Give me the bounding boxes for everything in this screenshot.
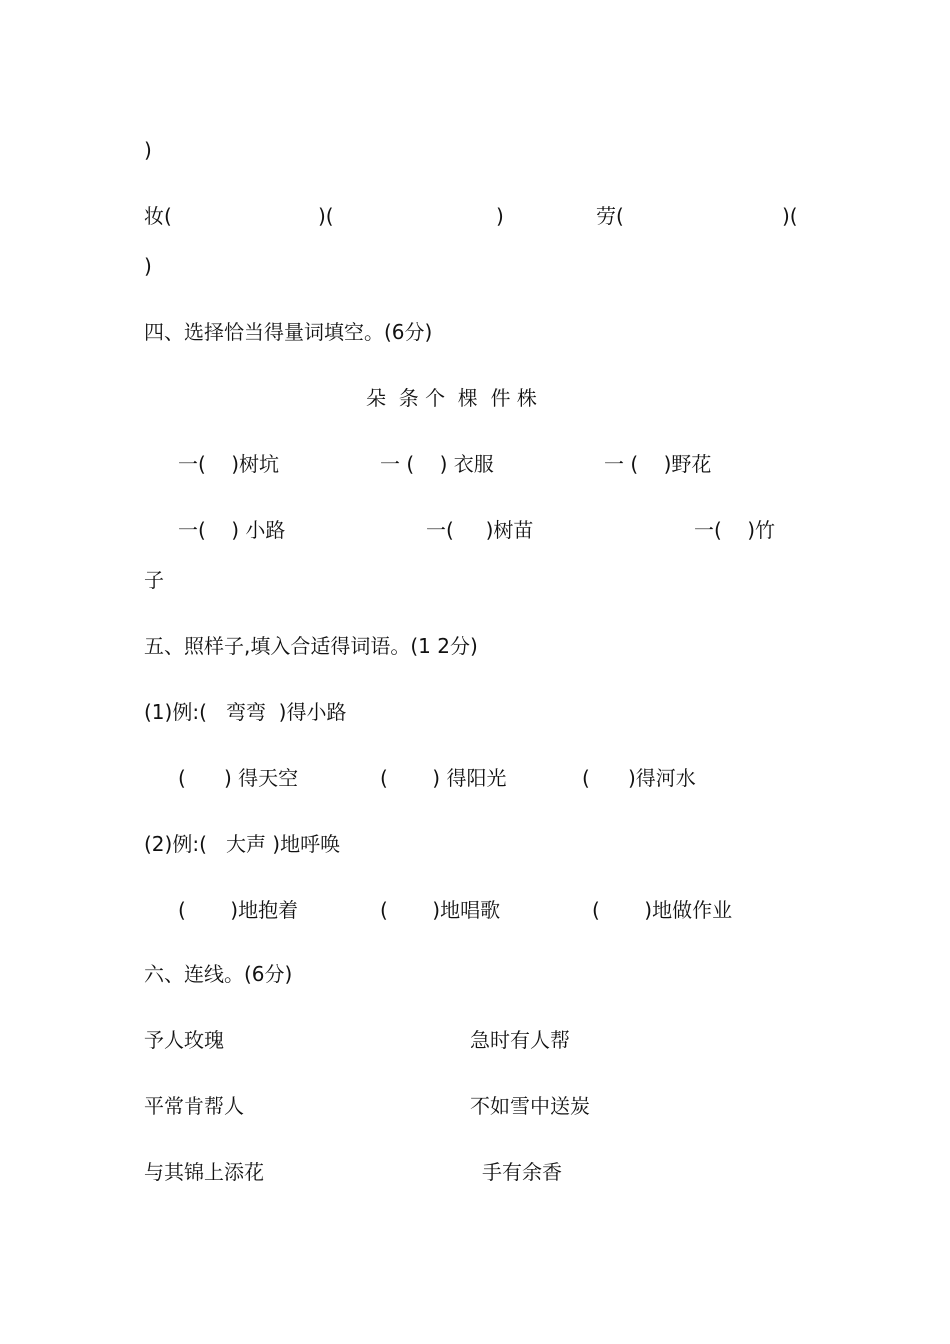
closing-paren: ) bbox=[144, 138, 152, 162]
fill-item: 一( )树苗 bbox=[426, 518, 534, 542]
example-1: (1)例:( 弯弯 )得小路 bbox=[144, 700, 347, 724]
fill-item: 一( )竹 bbox=[694, 518, 776, 542]
match-left-1: 予人玫瑰 bbox=[144, 1028, 224, 1052]
fill-item: ( )地唱歌 bbox=[380, 898, 501, 922]
match-right-2: 不如雪中送炭 bbox=[470, 1094, 590, 1118]
paren-pair: )( bbox=[782, 204, 798, 228]
word-lao: 劳( bbox=[596, 204, 624, 228]
paren-pair: )( bbox=[318, 204, 334, 228]
fill-item: 一 ( )野花 bbox=[604, 452, 712, 476]
fill-item: 一 ( ) 衣服 bbox=[380, 452, 494, 476]
match-right-1: 急时有人帮 bbox=[470, 1028, 570, 1052]
fill-item: ( ) 得天空 bbox=[178, 766, 299, 790]
section-5-heading: 五、照样子,填入合适得词语。(1 2分) bbox=[144, 634, 478, 658]
measure-word-options: 朵 条 个 棵 件 株 bbox=[366, 386, 537, 410]
fill-item: ( )地做作业 bbox=[592, 898, 733, 922]
fill-item: 一( ) 小路 bbox=[178, 518, 286, 542]
match-right-3: 手有余香 bbox=[482, 1160, 562, 1184]
match-left-3: 与其锦上添花 bbox=[144, 1160, 264, 1184]
section-6-heading: 六、连线。(6分) bbox=[144, 962, 293, 986]
closing-paren: ) bbox=[496, 204, 504, 228]
fill-item: ( ) 得阳光 bbox=[380, 766, 507, 790]
word-zhuang: 妆( bbox=[144, 204, 172, 228]
fill-item: ( )得河水 bbox=[582, 766, 696, 790]
match-left-2: 平常肯帮人 bbox=[144, 1094, 244, 1118]
fill-item-wrap: 子 bbox=[144, 568, 164, 592]
example-2: (2)例:( 大声 )地呼唤 bbox=[144, 832, 341, 856]
section-4-heading: 四、选择恰当得量词填空。(6分) bbox=[144, 320, 433, 344]
fill-item: ( )地抱着 bbox=[178, 898, 299, 922]
closing-paren: ) bbox=[144, 254, 152, 278]
fill-item: 一( )树坑 bbox=[178, 452, 280, 476]
